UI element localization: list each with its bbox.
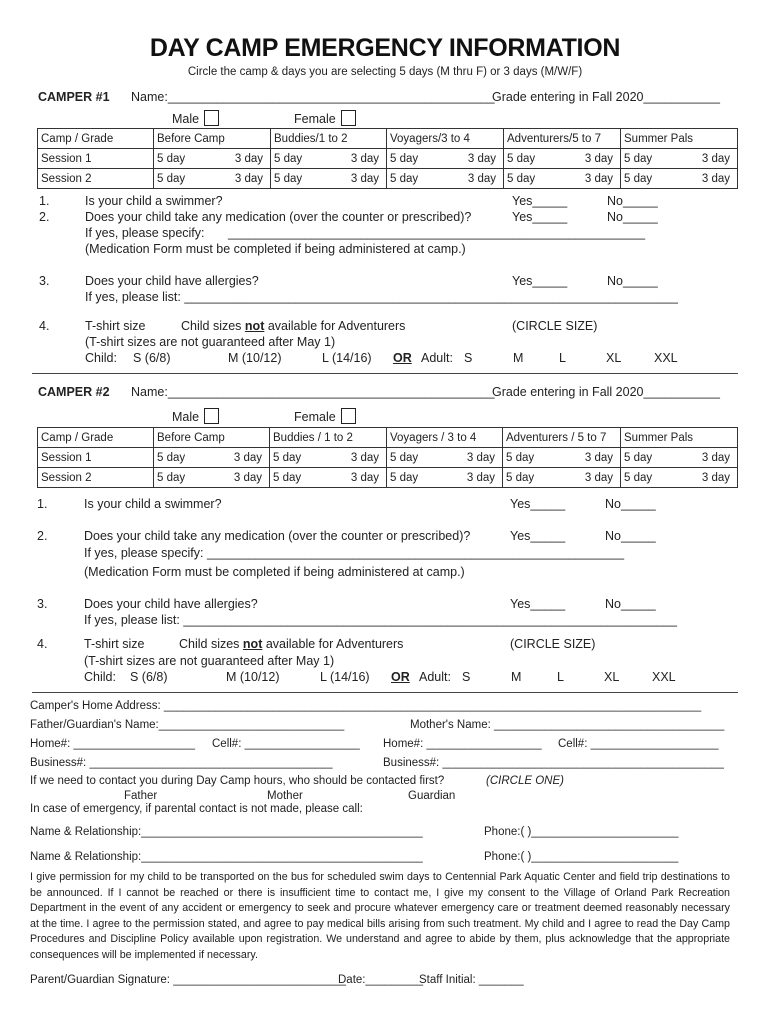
child-label: Child: bbox=[84, 670, 116, 684]
session-label: Session 2 bbox=[38, 468, 154, 488]
contact-option-father[interactable]: Father bbox=[124, 790, 158, 802]
five-day-option[interactable]: 5 day bbox=[506, 451, 535, 464]
day-options[interactable] bbox=[154, 149, 271, 169]
adventurers-text: available for Adventurers bbox=[265, 637, 404, 651]
medication-note: (Medication Form must be completed if being administered at camp.) bbox=[84, 565, 465, 579]
camper-label: CAMPER #2 bbox=[38, 385, 110, 399]
day-options[interactable] bbox=[270, 468, 387, 488]
emergency-phone-field-1[interactable]: Phone:( )_______________________ bbox=[484, 826, 679, 838]
camp-selection-table bbox=[37, 128, 738, 189]
date-field[interactable]: Date:_________ bbox=[338, 974, 424, 986]
header-cell: Adventurers / 5 to 7 bbox=[503, 428, 621, 448]
size-adult-s[interactable]: S bbox=[464, 351, 473, 365]
medication-yes[interactable]: Yes_____ bbox=[512, 210, 568, 224]
size-adult-xl[interactable]: XL bbox=[606, 351, 622, 365]
camper-label: CAMPER #1 bbox=[38, 90, 110, 104]
camp-selection-table bbox=[37, 427, 738, 488]
day-options[interactable] bbox=[154, 448, 270, 468]
three-day-option[interactable]: 3 day bbox=[584, 471, 613, 484]
allergies-question: Does your child have allergies? bbox=[84, 597, 258, 611]
mother-business-field[interactable]: Business#: ____________________________________________ bbox=[383, 757, 724, 769]
contact-first-question: If we need to contact you during Day Camp hours, who should be contacted first? bbox=[30, 775, 445, 787]
swimmer-question: Is your child a swimmer? bbox=[85, 194, 223, 208]
allergies-list-field[interactable]: If yes, please list: _______________________________________________________________________ bbox=[84, 613, 677, 627]
table-row bbox=[38, 468, 738, 488]
contact-option-mother[interactable]: Mother bbox=[267, 790, 303, 802]
size-adult-s[interactable]: S bbox=[462, 670, 471, 684]
male-option[interactable] bbox=[172, 408, 219, 424]
five-day-option[interactable]: 5 day bbox=[390, 152, 419, 165]
swimmer-yes[interactable]: Yes_____ bbox=[510, 497, 566, 511]
medication-note: (Medication Form must be completed if being administered at camp.) bbox=[85, 242, 466, 256]
emergency-phone-field-2[interactable]: Phone:( )_______________________ bbox=[484, 851, 679, 863]
day-options[interactable] bbox=[270, 448, 387, 468]
day-options[interactable] bbox=[271, 169, 387, 189]
circle-one-label: (CIRCLE ONE) bbox=[486, 775, 564, 787]
female-checkbox[interactable] bbox=[341, 110, 356, 126]
five-day-option[interactable]: 5 day bbox=[624, 172, 653, 185]
female-label: Female bbox=[294, 410, 336, 424]
or-separator: OR bbox=[393, 351, 412, 365]
allergies-no[interactable]: No_____ bbox=[607, 274, 658, 288]
medication-specify-label: If yes, please specify: bbox=[85, 226, 205, 240]
size-child-l[interactable]: L (14/16) bbox=[320, 670, 370, 684]
session-label: Session 1 bbox=[38, 149, 154, 169]
size-adult-xxl[interactable]: XXL bbox=[652, 670, 676, 684]
grade-field[interactable]: Grade entering in Fall 2020___________ bbox=[492, 90, 720, 104]
allergies-yes[interactable]: Yes_____ bbox=[510, 597, 566, 611]
question-number: 2. bbox=[39, 210, 50, 224]
child-label: Child: bbox=[85, 351, 117, 365]
male-label: Male bbox=[172, 410, 200, 424]
three-day-option[interactable]: 3 day bbox=[350, 471, 379, 484]
five-day-option[interactable]: 5 day bbox=[273, 471, 302, 484]
male-checkbox[interactable] bbox=[204, 408, 219, 424]
father-cell-field[interactable]: Cell#: __________________ bbox=[212, 738, 360, 750]
five-day-option[interactable]: 5 day bbox=[273, 451, 302, 464]
size-adult-m[interactable]: M bbox=[513, 351, 524, 365]
day-options[interactable] bbox=[621, 169, 738, 189]
female-option[interactable] bbox=[294, 408, 356, 424]
female-option[interactable] bbox=[294, 110, 356, 126]
or-separator: OR bbox=[391, 670, 410, 684]
five-day-option[interactable]: 5 day bbox=[274, 152, 303, 165]
size-adult-xl[interactable]: XL bbox=[604, 670, 620, 684]
header-cell: Camp / Grade bbox=[38, 428, 154, 448]
three-day-option[interactable]: 3 day bbox=[233, 451, 262, 464]
child-sizes-text: Child sizes bbox=[179, 637, 240, 651]
three-day-option[interactable]: 3 day bbox=[466, 451, 495, 464]
adult-label: Adult: bbox=[419, 670, 451, 684]
allergies-no[interactable]: No_____ bbox=[605, 597, 656, 611]
form-subtitle: Circle the camp & days you are selecting 5 days (M thru F) or 3 days (M/W/F) bbox=[187, 66, 583, 78]
size-adult-m[interactable]: M bbox=[511, 670, 522, 684]
five-day-option[interactable]: 5 day bbox=[624, 471, 653, 484]
day-options[interactable] bbox=[503, 468, 621, 488]
three-day-option[interactable]: 3 day bbox=[466, 471, 495, 484]
five-day-option[interactable]: 5 day bbox=[157, 451, 186, 464]
contact-option-guardian[interactable]: Guardian bbox=[408, 790, 456, 802]
emergency-name-field-1[interactable]: Name & Relationship:____________________________________________ bbox=[30, 826, 423, 838]
question-number: 1. bbox=[39, 194, 50, 208]
five-day-option[interactable]: 5 day bbox=[624, 451, 653, 464]
male-checkbox[interactable] bbox=[204, 110, 219, 126]
table-header-row bbox=[38, 129, 738, 149]
medication-no[interactable]: No_____ bbox=[605, 529, 656, 543]
allergies-question: Does your child have allergies? bbox=[85, 274, 259, 288]
child-sizes-text: Child sizes bbox=[181, 319, 242, 333]
three-day-option[interactable]: 3 day bbox=[584, 152, 613, 165]
tshirt-label: T-shirt size bbox=[84, 637, 145, 651]
tshirt-guarantee-note: (T-shirt sizes are not guaranteed after May 1) bbox=[84, 654, 335, 668]
tshirt-availability bbox=[181, 319, 405, 333]
father-business-field[interactable]: Business#: ______________________________________ bbox=[30, 757, 333, 769]
size-child-s[interactable]: S (6/8) bbox=[130, 670, 168, 684]
five-day-option[interactable]: 5 day bbox=[507, 172, 536, 185]
day-options[interactable] bbox=[621, 448, 738, 468]
table-header-row bbox=[38, 428, 738, 448]
five-day-option[interactable]: 5 day bbox=[390, 172, 419, 185]
swimmer-yes[interactable]: Yes_____ bbox=[512, 194, 568, 208]
male-option[interactable] bbox=[172, 110, 219, 126]
mother-cell-field[interactable]: Cell#: ____________________ bbox=[558, 738, 719, 750]
allergies-yes[interactable]: Yes_____ bbox=[512, 274, 568, 288]
header-cell: Adventurers/5 to 7 bbox=[504, 129, 621, 149]
five-day-option[interactable]: 5 day bbox=[157, 172, 186, 185]
medication-specify-field[interactable]: If yes, please specify: ____________________________________________________________ bbox=[84, 546, 625, 560]
five-day-option[interactable]: 5 day bbox=[506, 471, 535, 484]
emergency-instruction: In case of emergency, if parental contact is not made, please call: bbox=[30, 803, 363, 815]
three-day-option[interactable]: 3 day bbox=[350, 451, 379, 464]
question-number: 4. bbox=[39, 319, 50, 333]
size-adult-l[interactable]: L bbox=[559, 351, 566, 365]
five-day-option[interactable]: 5 day bbox=[157, 152, 186, 165]
circle-size-label: (CIRCLE SIZE) bbox=[510, 637, 596, 651]
day-options[interactable] bbox=[504, 169, 621, 189]
home-address-field[interactable]: Camper's Home Address: ____________________________________________________________________________________ bbox=[30, 700, 702, 712]
header-cell: Before Camp bbox=[154, 428, 270, 448]
medication-yes[interactable]: Yes_____ bbox=[510, 529, 566, 543]
day-options[interactable] bbox=[387, 169, 504, 189]
three-day-option[interactable]: 3 day bbox=[701, 451, 730, 464]
tshirt-availability bbox=[179, 637, 403, 651]
medication-specify-field[interactable]: ____________________________________________________________ bbox=[228, 226, 646, 240]
three-day-option[interactable]: 3 day bbox=[701, 152, 730, 165]
size-child-s[interactable]: S (6/8) bbox=[133, 351, 171, 365]
five-day-option[interactable]: 5 day bbox=[507, 152, 536, 165]
swimmer-question: Is your child a swimmer? bbox=[84, 497, 222, 511]
header-cell: Voyagers/3 to 4 bbox=[387, 129, 504, 149]
header-cell: Voyagers / 3 to 4 bbox=[387, 428, 503, 448]
day-options[interactable] bbox=[504, 149, 621, 169]
question-number: 3. bbox=[37, 597, 48, 611]
day-options[interactable] bbox=[387, 468, 503, 488]
swimmer-no[interactable]: No_____ bbox=[607, 194, 658, 208]
staff-initial-field[interactable]: Staff Initial: _______ bbox=[419, 974, 524, 986]
five-day-option[interactable]: 5 day bbox=[624, 152, 653, 165]
three-day-option[interactable]: 3 day bbox=[350, 172, 379, 185]
table-row bbox=[38, 448, 738, 468]
question-number: 3. bbox=[39, 274, 50, 288]
camper-name-field[interactable]: Name:_______________________________________________ bbox=[131, 90, 495, 104]
tshirt-label: T-shirt size bbox=[85, 319, 146, 333]
table-row bbox=[38, 149, 738, 169]
adult-label: Adult: bbox=[421, 351, 453, 365]
size-adult-l[interactable]: L bbox=[557, 670, 564, 684]
mother-home-phone-field[interactable]: Home#: __________________ bbox=[383, 738, 542, 750]
session-label: Session 1 bbox=[38, 448, 154, 468]
day-options[interactable] bbox=[154, 468, 270, 488]
three-day-option[interactable]: 3 day bbox=[467, 152, 496, 165]
header-cell: Camp / Grade bbox=[38, 129, 154, 149]
day-options[interactable] bbox=[271, 149, 387, 169]
permission-statement: I give permission for my child to be transported on the bus for scheduled swim days to Centennial Park Aquatic Center and field trip destinations to be announced. If I cannot be reached or there is insufficient time to contact me, I give my consent to the Village of Orland Park Recreation Department in the event of any accident or emergency to seek and procure whatever emergency care or treatment deemed reasonably necessary at the time. I agree to the permission stated, and agree to pay medical bills arising from such treatment. My child and I agree to read the Day Camp Procedures and Discipline Policy available upon registration. We understand and agree to abide by them, plus acknowledge that the appropriate consequences will be implemented if necessary. bbox=[30, 871, 730, 961]
day-options[interactable] bbox=[503, 448, 621, 468]
not-emphasis: not bbox=[244, 319, 265, 333]
emergency-name-field-2[interactable]: Name & Relationship:____________________________________________ bbox=[30, 851, 423, 863]
medication-question: Does your child take any medication (over the counter or prescribed)? bbox=[85, 210, 472, 224]
three-day-option[interactable]: 3 day bbox=[701, 172, 730, 185]
day-options[interactable] bbox=[387, 149, 504, 169]
three-day-option[interactable]: 3 day bbox=[584, 172, 613, 185]
father-home-phone-field[interactable]: Home#: ___________________ bbox=[30, 738, 195, 750]
allergies-list-field[interactable]: If yes, please list: _______________________________________________________________________ bbox=[85, 290, 678, 304]
header-cell: Summer Pals bbox=[621, 428, 738, 448]
signature-field[interactable]: Parent/Guardian Signature: ___________________________ bbox=[30, 974, 346, 986]
day-options[interactable] bbox=[154, 169, 271, 189]
day-options[interactable] bbox=[621, 149, 738, 169]
three-day-option[interactable]: 3 day bbox=[234, 152, 263, 165]
tshirt-guarantee-note: (T-shirt sizes are not guaranteed after May 1) bbox=[85, 335, 336, 349]
form-title: DAY CAMP EMERGENCY INFORMATION bbox=[149, 34, 621, 62]
grade-field[interactable]: Grade entering in Fall 2020___________ bbox=[492, 385, 720, 399]
size-child-l[interactable]: L (14/16) bbox=[322, 351, 372, 365]
five-day-option[interactable]: 5 day bbox=[390, 451, 419, 464]
mother-name-field[interactable]: Mother's Name: ____________________________________ bbox=[410, 719, 725, 731]
question-number: 4. bbox=[37, 637, 48, 651]
day-options[interactable] bbox=[387, 448, 503, 468]
circle-size-label: (CIRCLE SIZE) bbox=[512, 319, 598, 333]
three-day-option[interactable]: 3 day bbox=[701, 471, 730, 484]
father-name-field[interactable]: Father/Guardian's Name:_____________________________ bbox=[30, 719, 345, 731]
medication-no[interactable]: No_____ bbox=[607, 210, 658, 224]
table-row bbox=[38, 169, 738, 189]
male-label: Male bbox=[172, 112, 200, 126]
header-cell: Buddies / 1 to 2 bbox=[270, 428, 387, 448]
header-cell: Buddies/1 to 2 bbox=[271, 129, 387, 149]
day-options[interactable] bbox=[621, 468, 738, 488]
question-number: 2. bbox=[37, 529, 48, 543]
medication-question: Does your child take any medication (over the counter or prescribed)? bbox=[84, 529, 471, 543]
five-day-option[interactable]: 5 day bbox=[157, 471, 186, 484]
three-day-option[interactable]: 3 day bbox=[350, 152, 379, 165]
three-day-option[interactable]: 3 day bbox=[234, 172, 263, 185]
three-day-option[interactable]: 3 day bbox=[233, 471, 262, 484]
five-day-option[interactable]: 5 day bbox=[274, 172, 303, 185]
three-day-option[interactable]: 3 day bbox=[584, 451, 613, 464]
three-day-option[interactable]: 3 day bbox=[467, 172, 496, 185]
not-emphasis: not bbox=[242, 637, 263, 651]
section-divider bbox=[32, 692, 738, 693]
female-checkbox[interactable] bbox=[341, 408, 356, 424]
camper-name-field[interactable]: Name:_______________________________________________ bbox=[131, 385, 495, 399]
header-cell: Before Camp bbox=[154, 129, 271, 149]
question-number: 1. bbox=[37, 497, 48, 511]
five-day-option[interactable]: 5 day bbox=[390, 471, 419, 484]
session-label: Session 2 bbox=[38, 169, 154, 189]
female-label: Female bbox=[294, 112, 336, 126]
section-divider bbox=[32, 373, 738, 374]
header-cell: Summer Pals bbox=[621, 129, 738, 149]
size-child-m[interactable]: M (10/12) bbox=[228, 351, 282, 365]
size-adult-xxl[interactable]: XXL bbox=[654, 351, 678, 365]
adventurers-text: available for Adventurers bbox=[267, 319, 406, 333]
swimmer-no[interactable]: No_____ bbox=[605, 497, 656, 511]
size-child-m[interactable]: M (10/12) bbox=[226, 670, 280, 684]
